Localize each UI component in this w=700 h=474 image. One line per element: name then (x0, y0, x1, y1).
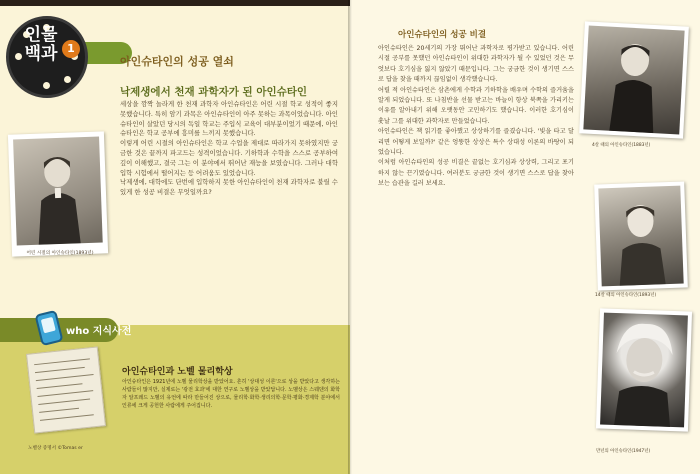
left-paragraph-1: 세상을 깜짝 놀라게 한 천재 과학자 아인슈타인은 어린 시절 학교 성적이 좋지 못했습니다. 특히 암기 과목은 아인슈타인이 아주 못하는 과목이었습니다. 아인슈타인이 살았던 당시의 독일 학교는 주입식 교육이 대부분이었기 때문에, 아인슈타인은 학교 공부에 흥미를 느끼지 못했습니다. (120, 100, 338, 138)
section-badge-title: 인물 백과 (24, 25, 58, 64)
right-paragraph-2: 어릴 적 아인슈타인은 삼촌에게 수학과 기하학을 배우며 수학의 즐거움을 알게 되었습니다. 또 나침반을 선물 받고는 바늘이 항상 북쪽을 가리키는 이유를 알아내기 위해 오랫동안 고민하기도 했습니다. 이러한 호기심이 훗날 그를 위대한 과학자로 만들었습니다. (378, 86, 574, 125)
who-text: 아인슈타인은 1921년에 노벨 물리학상을 받았어요. 흔히 '상대성 이론'으로 상을 받았다고 생각하는 사람들이 많지만, 실제로는 '광전 효과'에 대한 연구로 노벨상을 받았답니다. 노벨상은 스웨덴의 화학자 알프레드 노벨의 유언에 따라 만들어진 상으로, 물리학·화학·생리의학·문학·평화·경제학 분야에서 인류에 크게 공헌한 사람에게 주어집니다. (122, 379, 340, 409)
right-body-text (378, 44, 574, 190)
right-paragraph-3: 아인슈타인은 책 읽기를 좋아했고 상상하기를 즐겼습니다. '빛을 타고 달리면 어떻게 보일까?' 같은 엉뚱한 상상은 특수 상대성 이론의 바탕이 되었습니다. (378, 128, 574, 157)
nobel-certificate-image (26, 346, 106, 433)
teen-photo-image (598, 186, 683, 287)
top-band (0, 0, 350, 6)
right-paragraph-4: 이처럼 아인슈타인의 성공 비결은 끝없는 호기심과 상상력, 그리고 포기하지 않는 끈기였습니다. 여러분도 궁금한 것이 생기면 스스로 답을 찾아보는 습관을 길러 보세요. (378, 159, 574, 188)
elder-photo-caption: 만년의 아인슈타인(1947년) (596, 449, 651, 454)
book-spine (348, 0, 352, 474)
right-title: 아인슈타인의 성공 비결 (398, 30, 487, 40)
elder-photo-image (600, 313, 688, 428)
toddler-photo (579, 21, 689, 138)
who-title: 아인슈타인과 노벨 물리학상 (122, 367, 233, 377)
child-photo-caption: 어린 시절의 아인슈타인(1893년) (26, 251, 94, 256)
elder-photo (596, 308, 692, 431)
teen-photo-caption: 14살 때의 아인슈타인(1893년) (595, 293, 657, 298)
left-body-text (120, 100, 338, 198)
toddler-photo-image (583, 26, 684, 135)
teen-photo (594, 181, 688, 290)
section-badge-number: 1 (62, 40, 80, 58)
left-paragraph-3: 낙제생에, 대학에도 단번에 입학하지 못한 아인슈타인이 천재 과학자로 불릴 수 있게 한 성공 비결은 무엇일까요? (120, 178, 338, 197)
child-photo-image (13, 137, 103, 246)
who-label: who 지식사전 (66, 326, 132, 337)
left-paragraph-2: 이렇게 어린 시절의 아인슈타인은 학교 수업을 제대로 따라가지 못하였지만 궁금한 것은 끝까지 파고드는 성격이었습니다. 기하학과 수학을 스스로 공부하여 깊이 이해했고, 결국 그는 이 분야에서 뛰어난 재능을 보였습니다. 그러나 대학 입학 시험에서 떨어지는 등 어려움도 있었습니다. (120, 139, 338, 177)
certificate-caption: 노벨상 증명서 ©Tomas er (28, 446, 83, 451)
page-title: 아인슈타인의 성공 열쇠 (120, 55, 234, 68)
child-photo (8, 131, 108, 256)
right-paragraph-1: 아인슈타인은 20세기의 가장 뛰어난 과학자로 평가받고 있습니다. 어린 시절 공부를 못했던 아인슈타인이 위대한 과학자가 될 수 있었던 것은 무엇보다 호기심을 잃지 않았기 때문입니다. 그는 궁금한 것이 생기면 스스로 답을 찾을 때까지 끊임없이 생각했습니다. (378, 45, 574, 84)
toddler-photo-caption: 4살 때의 아인슈타인(1883년) (592, 143, 651, 148)
section-subtitle: 낙제생에서 천재 과학자가 된 아인슈타인 (120, 86, 308, 98)
